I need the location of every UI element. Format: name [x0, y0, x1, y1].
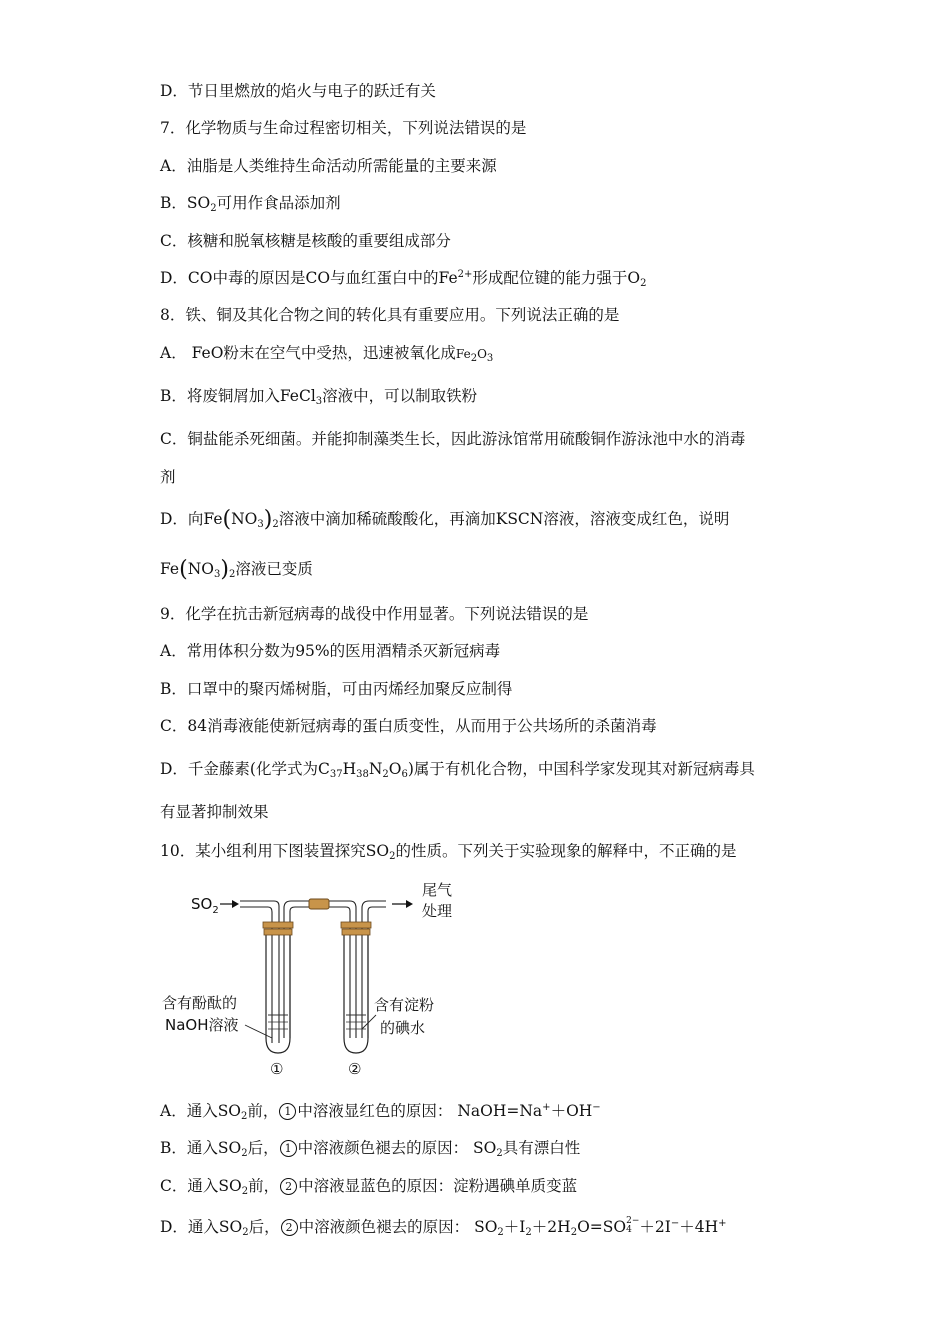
q9-d-s1: 37	[329, 769, 343, 780]
q8-d2-isub: 3	[213, 569, 221, 580]
q10-stem	[160, 841, 736, 861]
q10-b-sub: 2	[241, 1148, 248, 1159]
tube-1-label-line2: NaOH溶液	[165, 1016, 239, 1034]
tube-1-label-line1: 含有酚酞的	[162, 994, 238, 1012]
q6-option-d	[160, 81, 436, 101]
circled-number-1: 1	[279, 1103, 296, 1120]
q10-d-post: 中溶液颜色褪去的原因： SO	[298, 1218, 498, 1236]
q10-a-sup2: −	[592, 1102, 601, 1113]
q8-a-s2: 3	[486, 353, 494, 364]
q10-d-t4: ＋2I	[639, 1218, 671, 1236]
q8-option-c-line2: 剂	[160, 468, 176, 486]
q8-option-c-line1: C．铜盐能杀死细菌。并能抑制藻类生长，因此游泳馆常用硫酸铜作游泳池中水的消毒	[160, 430, 746, 448]
tube-2-number: ②	[348, 1060, 362, 1078]
q10-d-pre: D．通入SO	[160, 1218, 243, 1236]
stopper-1-bottom	[264, 929, 292, 935]
q10-option-a	[160, 1101, 601, 1121]
q8-option-d-line2	[160, 559, 313, 580]
q8-d2-inner: NO	[187, 560, 214, 578]
q7-b-post: 可用作食品添加剂	[216, 194, 341, 212]
q10-option-b	[160, 1138, 580, 1158]
q10-d-s2: 2	[525, 1227, 532, 1238]
q8-option-a	[160, 343, 493, 364]
outlet-label-1: 尾气	[422, 881, 453, 899]
q10-option-c	[160, 1176, 577, 1196]
rubber-connector	[309, 899, 329, 909]
q10-d-t1: ＋I	[503, 1218, 526, 1236]
q9-option-c: C．84消毒液能使新冠病毒的蛋白质变性，从而用于公共场所的杀菌消毒	[160, 717, 657, 735]
q10-d-sub: 2	[242, 1227, 249, 1238]
q8-d1-post: 溶液中滴加稀硫酸酸化，再滴加KSCN溶液，溶液变成红色，说明	[278, 510, 730, 528]
q10-d-s1: 2	[497, 1227, 504, 1238]
q8-option-b	[160, 386, 477, 406]
tube-1-leader-line	[245, 1025, 272, 1038]
q8-d2-lp: (	[179, 557, 188, 582]
stopper-2-bottom	[342, 929, 370, 935]
outlet-arrowhead	[406, 900, 413, 908]
q9-option-d-line2: 有显著抑制效果	[160, 803, 269, 821]
q10-b-sub2: 2	[496, 1148, 503, 1159]
q10-a-sub: 2	[241, 1111, 248, 1122]
q9-option-b: B．口罩中的聚丙烯树脂，可由丙烯经加聚反应制得	[160, 680, 513, 698]
q8-d2-pre: Fe	[160, 560, 180, 578]
q10-d-sulfate-ion-charge	[626, 1217, 639, 1235]
q9-d-pre: D．千金藤素(化学式为C	[160, 760, 330, 778]
experiment-apparatus-diagram	[160, 878, 470, 1078]
q8-a-pre: A． FeO粉末在空气中受热，迅速被氧化成	[160, 344, 456, 362]
q8-a-fe: Fe	[455, 347, 471, 361]
circled-number-2: 2	[281, 1219, 298, 1236]
q9-d-s2: 38	[356, 769, 369, 780]
q10-d-s3: 2	[570, 1227, 578, 1238]
q10-stem-post: 的性质。下列关于实验现象的解释中，不正确的是	[395, 842, 737, 860]
q10-b-end: 具有漂白性	[502, 1139, 581, 1157]
inlet-arrowhead	[232, 900, 239, 908]
stopper-2-top	[341, 922, 371, 928]
q7-d-sub: 2	[640, 278, 647, 289]
q10-c-sub: 2	[241, 1186, 249, 1197]
q8-b-post: 溶液中，可以制取铁粉	[322, 387, 478, 405]
q10-d-sup5: −	[670, 1218, 680, 1229]
test-tube-1	[266, 930, 290, 1053]
q8-b-pre: B．将废铜屑加入FeCl	[160, 387, 316, 405]
q8-d1-rp: )	[263, 507, 273, 532]
q9-stem: 9．化学在抗击新冠病毒的战役中作用显著。下列说法错误的是	[160, 605, 589, 623]
q8-d1-inner: NO	[231, 510, 258, 528]
q8-b-sub: 3	[315, 396, 323, 407]
q7-option-d	[160, 268, 647, 288]
q10-a-p2: ＋OH	[550, 1102, 593, 1120]
q7-d-sup: 2+	[457, 269, 473, 280]
q10-b-post: 中溶液颜色褪去的原因： SO	[297, 1139, 497, 1157]
q10-d-t5: ＋4H	[679, 1218, 719, 1236]
q10-stem-sub: 2	[389, 851, 396, 862]
q9-d-s3: 2	[382, 769, 389, 780]
q7-b-pre: B．SO	[160, 194, 211, 212]
connecting-glass-tube	[284, 901, 356, 1038]
q10-d-sub4: 4	[626, 1225, 632, 1235]
q10-stem-pre: 10．某小组利用下图装置探究SO	[160, 842, 390, 860]
q10-b-pre: B．通入SO	[160, 1139, 242, 1157]
q10-a-pre: A．通入SO	[160, 1102, 242, 1120]
circled-number-2: 2	[280, 1178, 297, 1195]
q10-c-pre: C．通入SO	[160, 1177, 242, 1195]
stopper-1-top	[263, 922, 293, 928]
q10-a-sup1: +	[542, 1102, 551, 1113]
q10-c-post: 中溶液显蓝色的原因：淀粉遇碘单质变蓝	[298, 1177, 578, 1195]
q8-d1-lp: (	[222, 507, 232, 532]
q10-a-mid: 前，	[247, 1102, 279, 1120]
q9-option-d-line1	[160, 759, 755, 779]
q10-a-post: 中溶液显红色的原因： NaOH=Na	[297, 1102, 543, 1120]
q10-c-mid: 前，	[248, 1177, 280, 1195]
q8-a-o: O	[477, 347, 487, 361]
q8-d2-osub: 2	[228, 569, 236, 580]
q9-d-post: )属于有机化合物，中国科学家发现其对新冠病毒具	[407, 760, 755, 778]
q9-d-h: H	[342, 760, 357, 778]
q7-d-pre: D．CO中毒的原因是CO与血红蛋白中的Fe	[160, 269, 458, 287]
q8-d1-isub: 3	[257, 519, 264, 530]
tube-2-label-line1: 含有淀粉	[374, 996, 435, 1014]
q9-d-o: O	[388, 760, 402, 778]
q10-d-t2: ＋2H	[531, 1218, 571, 1236]
q7-d-mid: 形成配位键的能力强于O	[472, 269, 641, 287]
circled-number-1: 1	[280, 1140, 297, 1157]
q10-d-sup6: +	[718, 1218, 727, 1229]
q8-stem: 8．铁、铜及其化合物之间的转化具有重要应用。下列说法正确的是	[160, 306, 620, 324]
outlet-label-2: 处理	[422, 902, 453, 920]
q8-d1-pre: D．向Fe	[160, 510, 223, 528]
q7-stem: 7．化学物质与生命过程密切相关，下列说法错误的是	[160, 119, 527, 137]
q8-d2-post: 溶液已变质	[235, 560, 313, 578]
q7-option-a: A．油脂是人类维持生命活动所需能量的主要来源	[160, 157, 497, 175]
q10-b-mid: 后，	[247, 1139, 279, 1157]
tube-1-number: ①	[270, 1060, 284, 1078]
q9-d-s4: 6	[401, 769, 408, 780]
q10-d-t3: O=SO	[577, 1218, 627, 1236]
q6-option-d-text: D．节日里燃放的焰火与电子的跃迁有关	[160, 82, 436, 100]
tube-2-label-line2: 的碘水	[380, 1019, 426, 1037]
q8-d1-osub: 2	[272, 519, 279, 530]
inlet-label: $SO_2$	[191, 895, 219, 916]
q8-a-s1: 2	[470, 353, 478, 364]
q7-option-b	[160, 193, 341, 213]
q8-option-d-line1	[160, 509, 729, 530]
q10-d-mid: 后，	[248, 1218, 280, 1236]
q9-option-a: A．常用体积分数为95%的医用酒精杀灭新冠病毒	[160, 642, 501, 660]
q7-b-sub: 2	[210, 203, 217, 214]
q10-d-sup4: 2−	[626, 1216, 640, 1226]
q7-option-c: C．核糖和脱氧核糖是核酸的重要组成部分	[160, 232, 451, 250]
q9-d-n: N	[368, 760, 383, 778]
q8-d2-rp: )	[220, 557, 229, 582]
q10-option-d	[160, 1217, 727, 1237]
